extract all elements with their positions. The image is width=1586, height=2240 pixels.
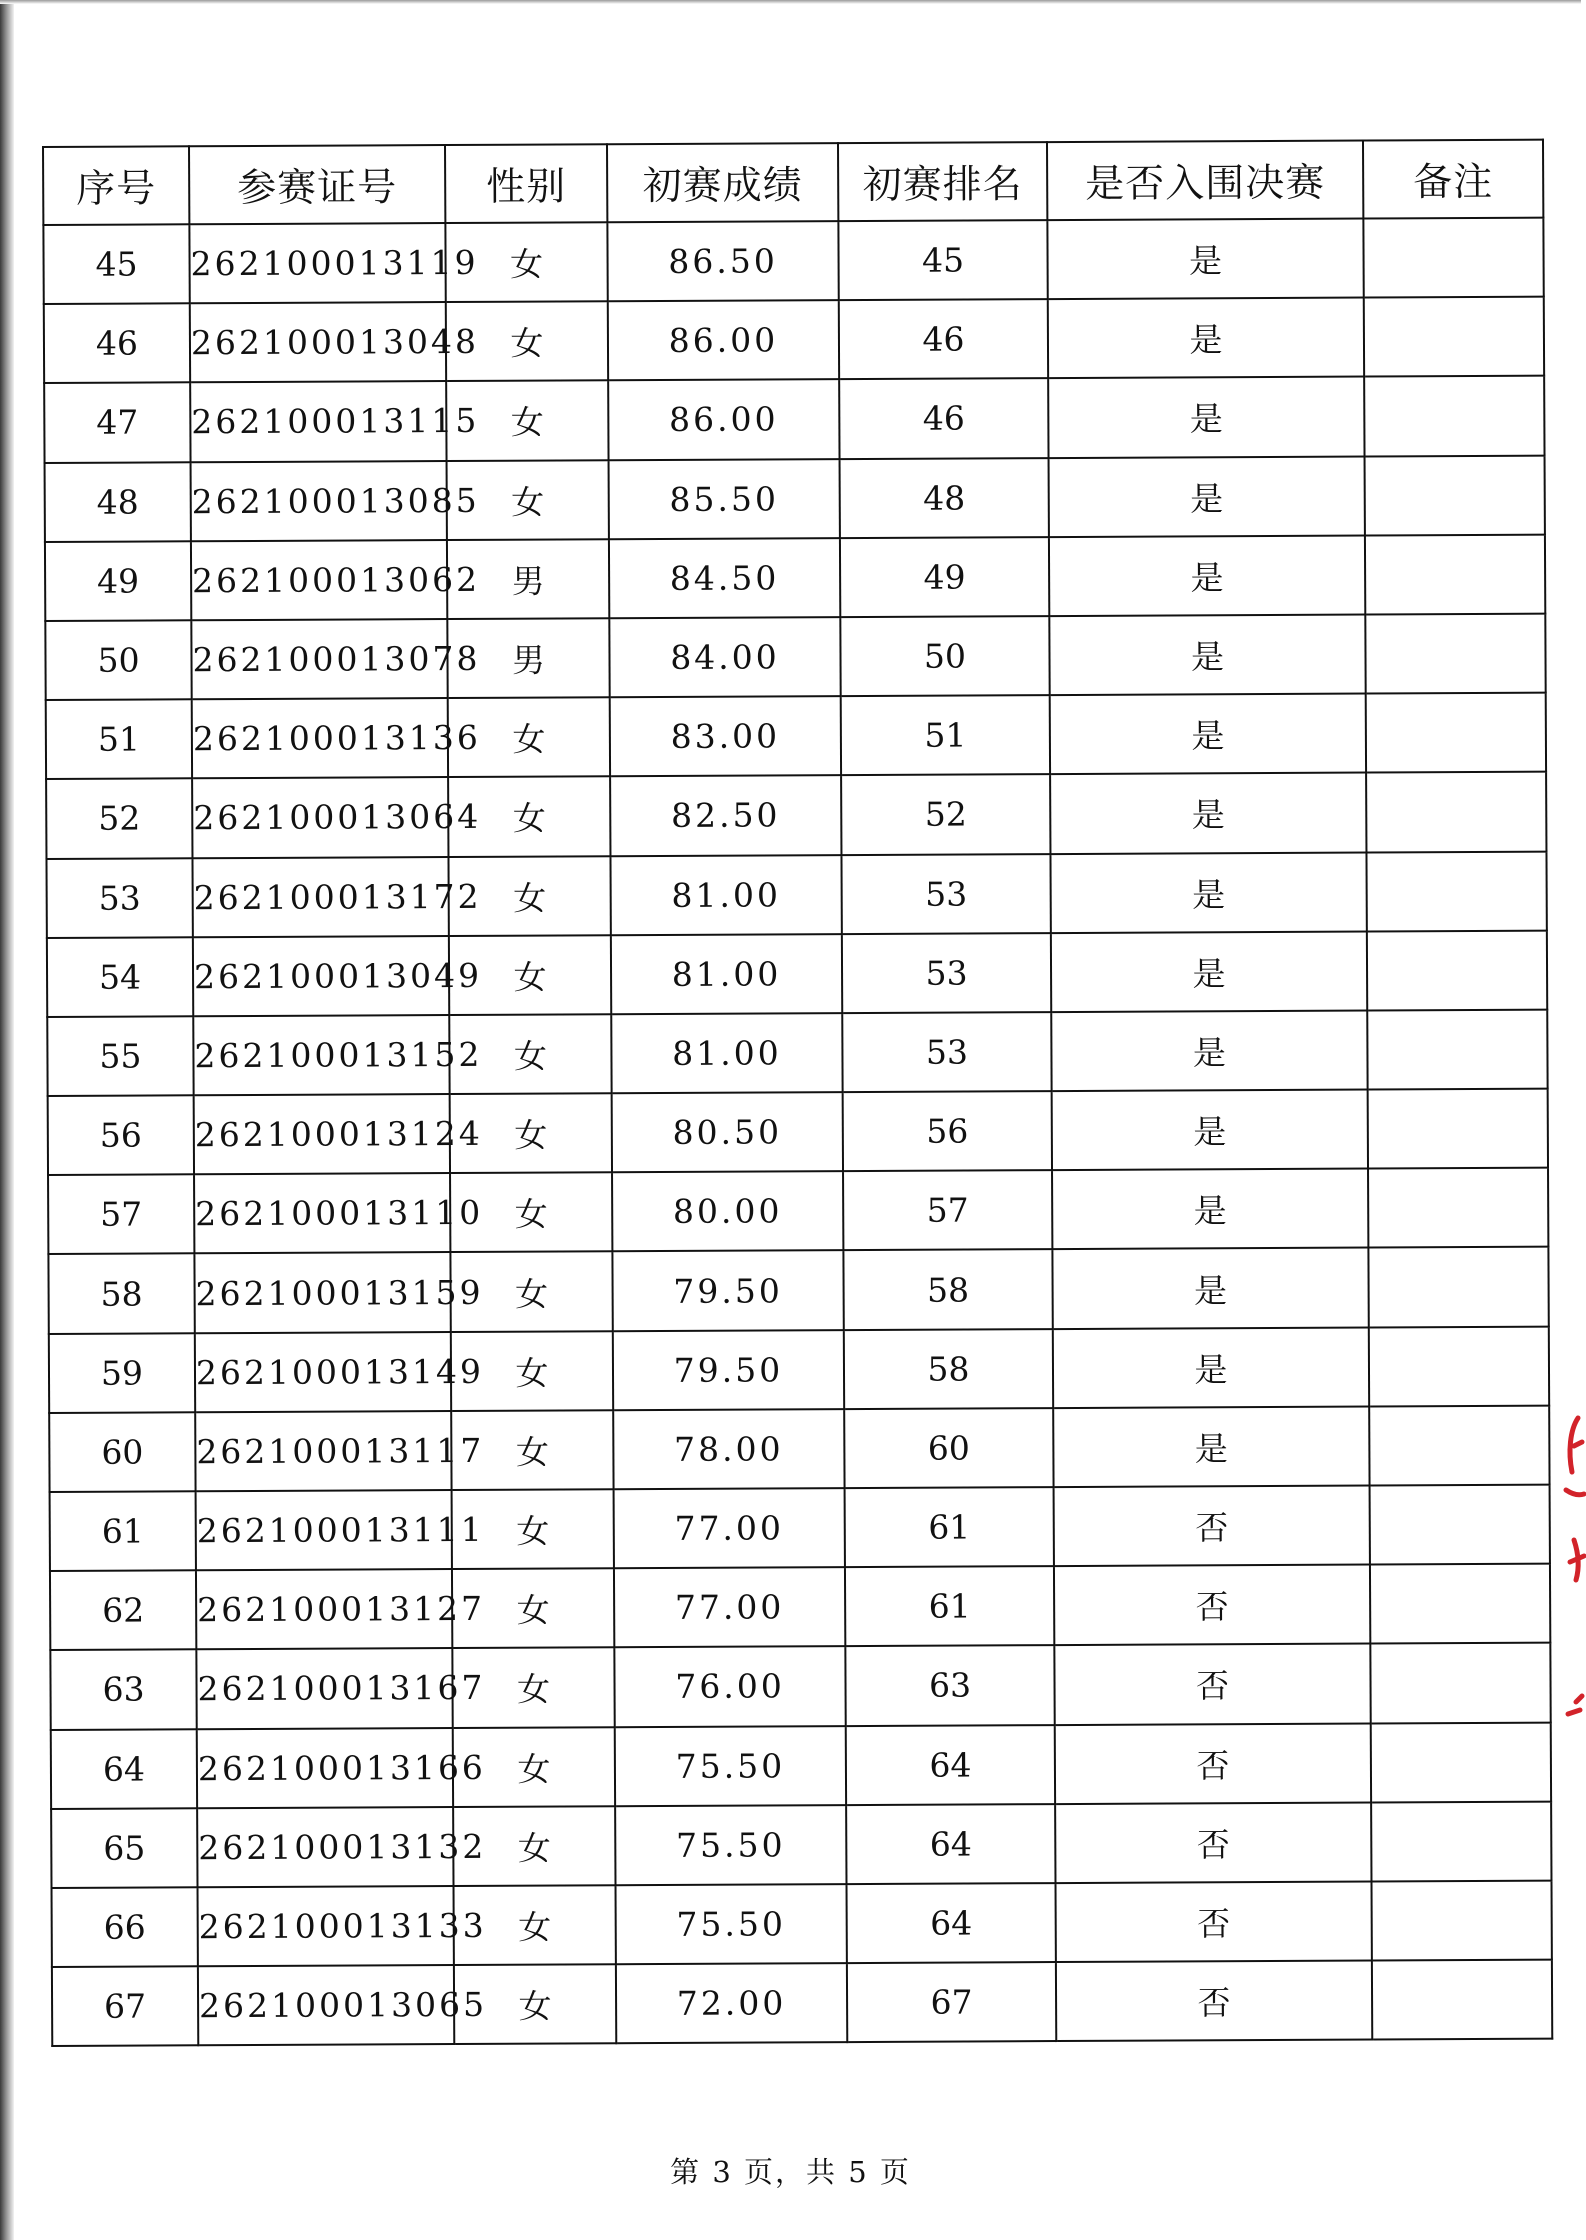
cell-prelim-rank: 57 <box>843 1170 1052 1250</box>
cell-prelim-rank: 61 <box>845 1487 1054 1567</box>
cell-finalist: 是 <box>1049 535 1365 616</box>
cell-gender: 女 <box>454 1885 616 1965</box>
cell-serial-number: 67 <box>52 1966 198 2046</box>
table-row <box>46 851 1546 938</box>
table-row <box>48 1247 1548 1334</box>
cell-prelim-score: 77.00 <box>614 1567 845 1647</box>
cell-prelim-rank: 49 <box>840 537 1049 617</box>
cell-prelim-rank: 46 <box>839 378 1048 458</box>
cell-prelim-rank: 58 <box>843 1250 1052 1330</box>
cell-remark <box>1365 614 1545 694</box>
cell-gender: 女 <box>448 777 610 857</box>
cell-prelim-score: 86.00 <box>608 300 839 380</box>
cell-gender: 女 <box>447 460 609 540</box>
cell-remark <box>1368 1089 1548 1169</box>
cell-entry-id: 262100013167 <box>196 1648 452 1728</box>
cell-gender: 女 <box>452 1489 614 1569</box>
cell-remark <box>1365 534 1545 614</box>
table-row <box>44 297 1544 384</box>
cell-prelim-rank: 50 <box>840 616 1049 696</box>
cell-prelim-score: 86.50 <box>607 221 838 301</box>
cell-remark <box>1371 1881 1551 1961</box>
cell-entry-id: 262100013064 <box>192 777 448 857</box>
cell-entry-id: 262100013136 <box>192 698 448 778</box>
cell-entry-id: 262100013159 <box>194 1252 450 1332</box>
header-prelim-rank: 初赛排名 <box>838 142 1047 221</box>
cell-gender: 女 <box>445 222 607 302</box>
cell-gender: 女 <box>448 697 610 777</box>
cell-finalist: 否 <box>1054 1486 1370 1567</box>
cell-serial-number: 58 <box>48 1254 194 1334</box>
cell-gender: 女 <box>454 1964 616 2044</box>
cell-serial-number: 62 <box>50 1570 196 1650</box>
cell-prelim-rank: 58 <box>844 1329 1053 1409</box>
table-row <box>52 1960 1552 2047</box>
cell-finalist: 是 <box>1052 1248 1368 1329</box>
cell-finalist: 是 <box>1048 298 1364 379</box>
cell-serial-number: 61 <box>50 1491 196 1571</box>
cell-remark <box>1366 851 1546 931</box>
cell-finalist: 否 <box>1054 1644 1370 1725</box>
table-row <box>52 1881 1552 1968</box>
table-row <box>43 218 1543 305</box>
cell-prelim-rank: 51 <box>841 695 1050 775</box>
cell-prelim-score: 83.00 <box>610 696 841 776</box>
red-seal-fragment-icon <box>1556 1390 1586 1750</box>
cell-entry-id: 262100013152 <box>193 1015 449 1095</box>
cell-finalist: 否 <box>1055 1723 1371 1804</box>
cell-entry-id: 262100013115 <box>190 381 446 461</box>
cell-entry-id: 262100013078 <box>191 619 447 699</box>
cell-finalist: 是 <box>1053 1327 1369 1408</box>
cell-remark <box>1367 1010 1547 1090</box>
cell-prelim-score: 81.00 <box>611 934 842 1014</box>
cell-entry-id: 262100013119 <box>189 223 445 303</box>
cell-prelim-score: 80.50 <box>612 1092 843 1172</box>
cell-remark <box>1371 1722 1551 1802</box>
cell-finalist: 是 <box>1052 1169 1368 1250</box>
cell-prelim-score: 86.00 <box>608 379 839 459</box>
cell-prelim-score: 76.00 <box>614 1646 845 1726</box>
cell-entry-id: 262100013085 <box>191 461 447 541</box>
cell-serial-number: 56 <box>48 1095 194 1175</box>
cell-remark <box>1368 1168 1548 1248</box>
cell-gender: 女 <box>452 1648 614 1728</box>
cell-finalist: 是 <box>1047 219 1363 300</box>
cell-prelim-rank: 53 <box>842 933 1051 1013</box>
cell-prelim-score: 81.00 <box>610 855 841 935</box>
cell-gender: 女 <box>453 1806 615 1886</box>
cell-finalist: 是 <box>1050 694 1366 775</box>
cell-gender: 女 <box>450 1093 612 1173</box>
cell-entry-id: 262100013117 <box>195 1411 451 1491</box>
scan-edge-top <box>0 0 1581 4</box>
cell-entry-id: 262100013110 <box>194 1173 450 1253</box>
cell-gender: 女 <box>450 1252 612 1332</box>
cell-prelim-score: 75.50 <box>616 1884 847 1964</box>
table-row <box>50 1643 1550 1730</box>
cell-prelim-rank: 61 <box>845 1566 1054 1646</box>
cell-remark <box>1370 1485 1550 1565</box>
table-header-row <box>43 140 1543 225</box>
cell-finalist: 否 <box>1055 1802 1371 1883</box>
cell-prelim-rank: 67 <box>847 1962 1056 2042</box>
cell-remark <box>1370 1643 1550 1723</box>
cell-remark <box>1372 1960 1552 2040</box>
page-number-footer: 第 3 页，共 5 页 <box>670 2155 911 2189</box>
cell-entry-id: 262100013124 <box>194 1094 450 1174</box>
cell-prelim-score: 81.00 <box>611 1013 842 1093</box>
header-prelim-score: 初赛成绩 <box>607 143 838 222</box>
cell-remark <box>1370 1564 1550 1644</box>
cell-gender: 女 <box>451 1331 613 1411</box>
cell-entry-id: 262100013127 <box>196 1569 452 1649</box>
cell-serial-number: 52 <box>46 779 192 859</box>
cell-prelim-score: 75.50 <box>615 1726 846 1806</box>
cell-remark <box>1371 1801 1551 1881</box>
cell-serial-number: 49 <box>45 541 191 621</box>
table-body <box>43 218 1552 2047</box>
cell-finalist: 否 <box>1056 1881 1372 1962</box>
cell-prelim-rank: 63 <box>845 1645 1054 1725</box>
cell-finalist: 是 <box>1052 1090 1368 1171</box>
cell-serial-number: 47 <box>44 383 190 463</box>
cell-finalist: 是 <box>1051 1010 1367 1091</box>
cell-gender: 女 <box>449 1014 611 1094</box>
cell-serial-number: 66 <box>52 1887 198 1967</box>
results-table-container <box>42 139 1551 2048</box>
table-row <box>45 614 1545 701</box>
table-row <box>49 1405 1549 1492</box>
cell-finalist: 是 <box>1048 377 1364 458</box>
cell-prelim-score: 84.00 <box>609 617 840 697</box>
table-row <box>50 1485 1550 1572</box>
cell-entry-id: 262100013132 <box>197 1807 453 1887</box>
cell-prelim-rank: 48 <box>840 458 1049 538</box>
table-row <box>45 534 1545 621</box>
table-row <box>49 1326 1549 1413</box>
cell-gender: 女 <box>446 381 608 461</box>
cell-prelim-rank: 60 <box>844 1408 1053 1488</box>
cell-prelim-rank: 46 <box>839 299 1048 379</box>
cell-gender: 男 <box>447 618 609 698</box>
cell-remark <box>1363 218 1543 298</box>
cell-serial-number: 48 <box>45 462 191 542</box>
cell-serial-number: 53 <box>46 858 192 938</box>
cell-entry-id: 262100013065 <box>198 1965 454 2045</box>
cell-prelim-rank: 56 <box>843 1091 1052 1171</box>
cell-remark <box>1366 772 1546 852</box>
cell-serial-number: 57 <box>48 1175 194 1255</box>
cell-prelim-score: 82.50 <box>610 775 841 855</box>
cell-prelim-score: 85.50 <box>609 459 840 539</box>
scan-edge-shadow <box>0 0 14 2240</box>
cell-remark <box>1368 1247 1548 1327</box>
table-row <box>45 455 1545 542</box>
cell-gender: 女 <box>446 301 608 381</box>
cell-serial-number: 45 <box>43 224 189 304</box>
cell-gender: 女 <box>453 1727 615 1807</box>
cell-remark <box>1367 930 1547 1010</box>
cell-prelim-score: 78.00 <box>613 1409 844 1489</box>
cell-finalist: 是 <box>1051 931 1367 1012</box>
cell-prelim-score: 75.50 <box>615 1805 846 1885</box>
cell-entry-id: 262100013172 <box>192 857 448 937</box>
table-row <box>44 376 1544 463</box>
table-row <box>51 1801 1551 1888</box>
cell-prelim-score: 77.00 <box>614 1488 845 1568</box>
cell-finalist: 是 <box>1049 456 1365 537</box>
table-row <box>48 1168 1548 1255</box>
cell-gender: 女 <box>451 1410 613 1490</box>
cell-gender: 女 <box>450 1172 612 1252</box>
cell-entry-id: 262100013049 <box>193 936 449 1016</box>
cell-entry-id: 262100013166 <box>197 1728 453 1808</box>
table-row <box>46 693 1546 780</box>
header-entry-id: 参赛证号 <box>189 145 445 224</box>
table-row <box>50 1564 1550 1651</box>
cell-entry-id: 262100013149 <box>195 1332 451 1412</box>
table-row <box>47 930 1547 1017</box>
header-serial-number: 序号 <box>43 146 189 225</box>
cell-gender: 女 <box>452 1568 614 1648</box>
cell-prelim-score: 79.50 <box>613 1330 844 1410</box>
cell-finalist: 否 <box>1056 1961 1372 2042</box>
cell-prelim-score: 80.00 <box>612 1171 843 1251</box>
cell-serial-number: 63 <box>50 1650 196 1730</box>
table-row <box>46 772 1546 859</box>
cell-remark <box>1369 1326 1549 1406</box>
cell-gender: 女 <box>448 856 610 936</box>
cell-remark <box>1364 376 1544 456</box>
cell-remark <box>1369 1405 1549 1485</box>
cell-prelim-rank: 45 <box>838 220 1047 300</box>
cell-gender: 男 <box>447 539 609 619</box>
cell-entry-id: 262100013111 <box>196 1490 452 1570</box>
cell-entry-id: 262100013062 <box>191 540 447 620</box>
cell-prelim-rank: 64 <box>846 1725 1055 1805</box>
table-row <box>47 1010 1547 1097</box>
cell-serial-number: 50 <box>45 620 191 700</box>
cell-serial-number: 51 <box>46 699 192 779</box>
table-row <box>48 1089 1548 1176</box>
header-finalist: 是否入围决赛 <box>1047 141 1363 221</box>
cell-prelim-score: 79.50 <box>612 1251 843 1331</box>
cell-serial-number: 55 <box>47 1016 193 1096</box>
cell-serial-number: 46 <box>44 303 190 383</box>
cell-remark <box>1364 297 1544 377</box>
cell-serial-number: 59 <box>49 1333 195 1413</box>
cell-finalist: 否 <box>1054 1565 1370 1646</box>
cell-prelim-rank: 53 <box>841 854 1050 934</box>
cell-serial-number: 54 <box>47 937 193 1017</box>
cell-prelim-score: 84.50 <box>609 538 840 618</box>
cell-entry-id: 262100013048 <box>190 302 446 382</box>
table-row <box>51 1722 1551 1809</box>
cell-prelim-score: 72.00 <box>616 1963 847 2043</box>
cell-prelim-rank: 52 <box>841 774 1050 854</box>
cell-prelim-rank: 64 <box>847 1883 1056 1963</box>
cell-finalist: 是 <box>1050 852 1366 933</box>
header-gender: 性别 <box>445 144 607 223</box>
cell-remark <box>1365 455 1545 535</box>
cell-finalist: 是 <box>1049 614 1365 695</box>
cell-serial-number: 64 <box>51 1729 197 1809</box>
cell-serial-number: 60 <box>49 1412 195 1492</box>
cell-entry-id: 262100013133 <box>198 1886 454 1966</box>
cell-gender: 女 <box>449 935 611 1015</box>
header-remark: 备注 <box>1363 140 1543 219</box>
cell-prelim-rank: 53 <box>842 1012 1051 1092</box>
cell-serial-number: 65 <box>51 1808 197 1888</box>
cell-prelim-rank: 64 <box>846 1804 1055 1884</box>
cell-remark <box>1366 693 1546 773</box>
cell-finalist: 是 <box>1053 1406 1369 1487</box>
results-table <box>42 139 1553 2048</box>
cell-finalist: 是 <box>1050 773 1366 854</box>
